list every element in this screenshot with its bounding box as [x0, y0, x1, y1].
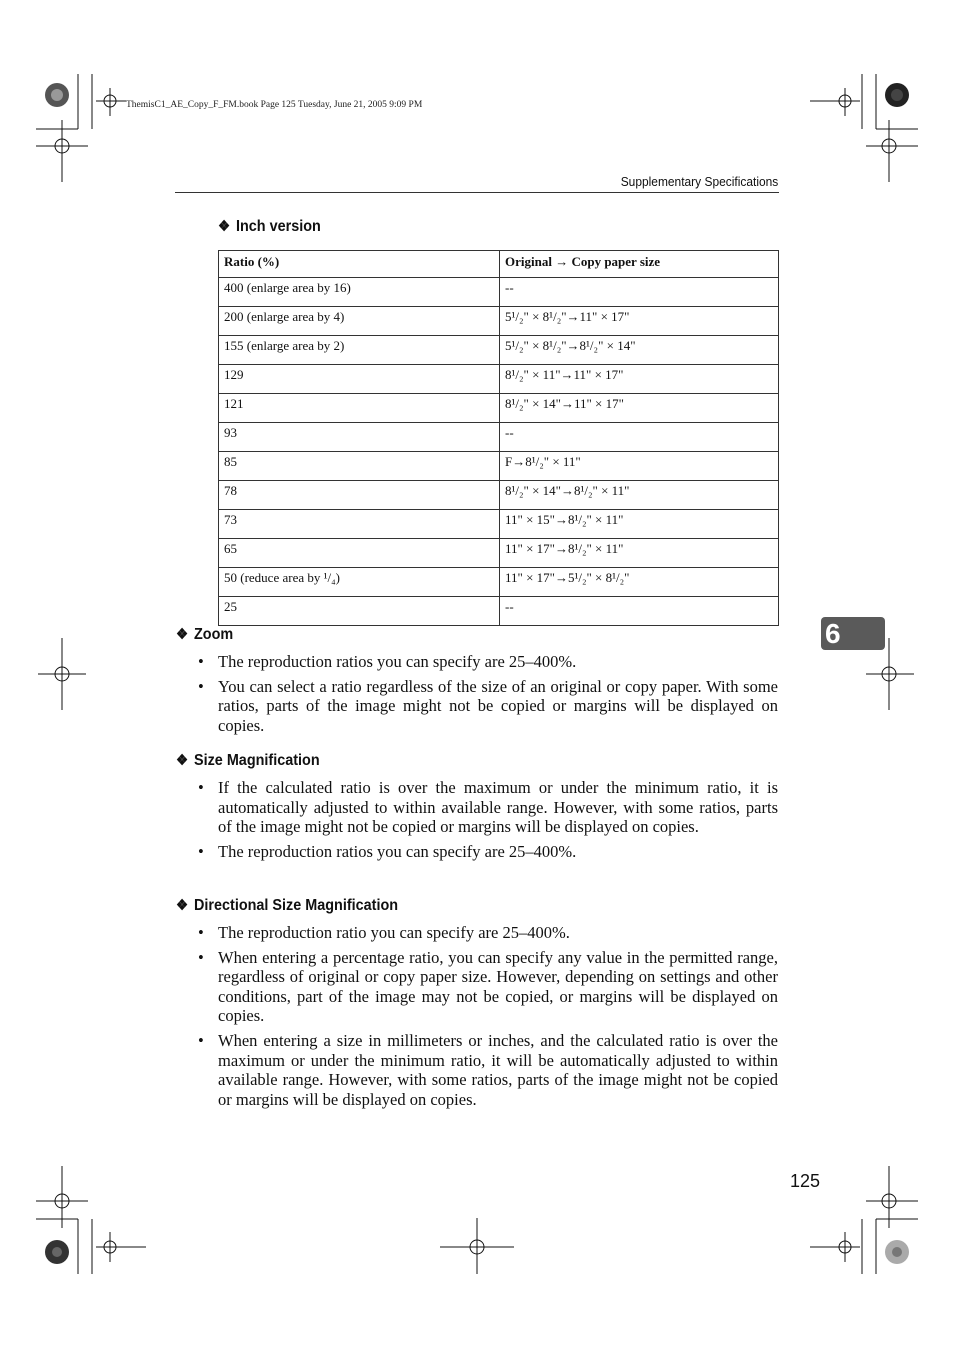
table-cell-ratio: 25: [219, 597, 500, 626]
table-row: [219, 278, 779, 307]
table-row: [219, 539, 779, 568]
table-cell-ratio: 85: [219, 452, 500, 481]
table-row: [219, 510, 779, 539]
diamond-icon: ❖: [176, 897, 189, 914]
table-header-row: [219, 251, 779, 278]
table-cell-ratio: 129: [219, 365, 500, 394]
table-cell-ratio: 78: [219, 481, 500, 510]
table-cell-paper-size: F→8¹/₂" × 11": [500, 452, 779, 481]
diamond-icon: ❖: [176, 752, 189, 769]
table-row: [219, 481, 779, 510]
table-cell-ratio: 93: [219, 423, 500, 452]
table-cell-paper-size: 5¹/₂" × 8¹/₂"→8¹/₂" × 14": [500, 336, 779, 365]
table-cell-ratio: 50 (reduce area by ¹/₄): [219, 568, 500, 597]
header-rule: [175, 192, 779, 193]
table-cell-ratio: 65: [219, 539, 500, 568]
list-item: • When entering a percentage ratio, you can specify any value in the permitted range, regardless of original or copy paper size. However, depending on settings and other conditions, part of the image may not be copied, or margins will be displayed on copies.: [198, 947, 778, 1026]
table-cell-paper-size: 8¹/₂" × 14"→11" × 17": [500, 394, 779, 423]
table-header-ratio: Ratio (%): [219, 251, 500, 278]
table-row: [219, 365, 779, 394]
table-cell-ratio: 73: [219, 510, 500, 539]
table-cell-paper-size: --: [500, 423, 779, 452]
table-cell-ratio: 155 (enlarge area by 2): [219, 336, 500, 365]
page-number: 125: [790, 1171, 821, 1191]
list-item: • When entering a size in millimeters or inches, and the calculated ratio is over the maximum or under the minimum ratio, it will be automatically adjusted to within available range. However, with some ratios, parts of the image might not be copied or margins will be displayed on copies.: [198, 1030, 778, 1109]
section-heading-size-magnification: ❖ Size Magnification: [176, 752, 320, 769]
chapter-tab: 6: [821, 617, 885, 650]
table-cell-paper-size: --: [500, 597, 779, 626]
table-cell-paper-size: 11" × 17"→5¹/₂" × 8¹/₂": [500, 568, 779, 597]
table-row: [219, 307, 779, 336]
list-item: • The reproduction ratio you can specify are 25–400%.: [198, 923, 570, 942]
table-cell-paper-size: 8¹/₂" × 14"→8¹/₂" × 11": [500, 481, 779, 510]
printer-line: ThemisC1_AE_Copy_F_FM.book Page 125 Tuesday, June 21, 2005 9:09 PM: [126, 100, 423, 110]
table-cell-ratio: 121: [219, 394, 500, 423]
running-head: Supplementary Specifications: [620, 174, 778, 189]
list-item: • The reproduction ratios you can specify are 25–400%.: [198, 841, 577, 861]
table-cell-paper-size: 11" × 15"→8¹/₂" × 11": [500, 510, 779, 539]
list-item: • You can select a ratio regardless of the size of an original or copy paper. With some ratios, parts of the image might not be copied or margins will be displayed on copies.: [198, 676, 778, 735]
ratio-table: [218, 250, 779, 626]
section-heading-directional-size-magnification: ❖ Directional Size Magnification: [176, 897, 399, 914]
table-cell-ratio: 200 (enlarge area by 4): [219, 307, 500, 336]
size-magnification-bullets: [196, 778, 778, 866]
table-row: [219, 394, 779, 423]
diamond-icon: ❖: [218, 218, 231, 235]
table-cell-paper-size: 8¹/₂" × 11"→11" × 17": [500, 365, 779, 394]
table-header-paper-size: Original → Copy paper size: [500, 251, 779, 278]
list-item: • If the calculated ratio is over the maximum or under the minimum ratio, it is automatically adjusted to within available range. However, with some ratios, parts of the image might not be copied or margins will be displayed on copies.: [198, 778, 778, 837]
table-cell-ratio: 400 (enlarge area by 16): [219, 278, 500, 307]
table-row: [219, 336, 779, 365]
diamond-icon: ❖: [176, 626, 189, 643]
section-heading-zoom: ❖ Zoom: [176, 626, 234, 643]
table-cell-paper-size: 11" × 17"→8¹/₂" × 11": [500, 539, 779, 568]
section-heading-inch-version: ❖ Inch version: [218, 218, 321, 235]
table-row: [219, 423, 779, 452]
table-row: [219, 568, 779, 597]
table-cell-paper-size: 5¹/₂" × 8¹/₂"→11" × 17": [500, 307, 779, 336]
table-row: [219, 597, 779, 626]
table-cell-paper-size: --: [500, 278, 779, 307]
directional-size-magnification-bullets: [196, 923, 778, 1114]
list-item: • The reproduction ratios you can specify are 25–400%.: [198, 652, 577, 671]
zoom-bullets: [196, 652, 778, 740]
table-row: [219, 452, 779, 481]
